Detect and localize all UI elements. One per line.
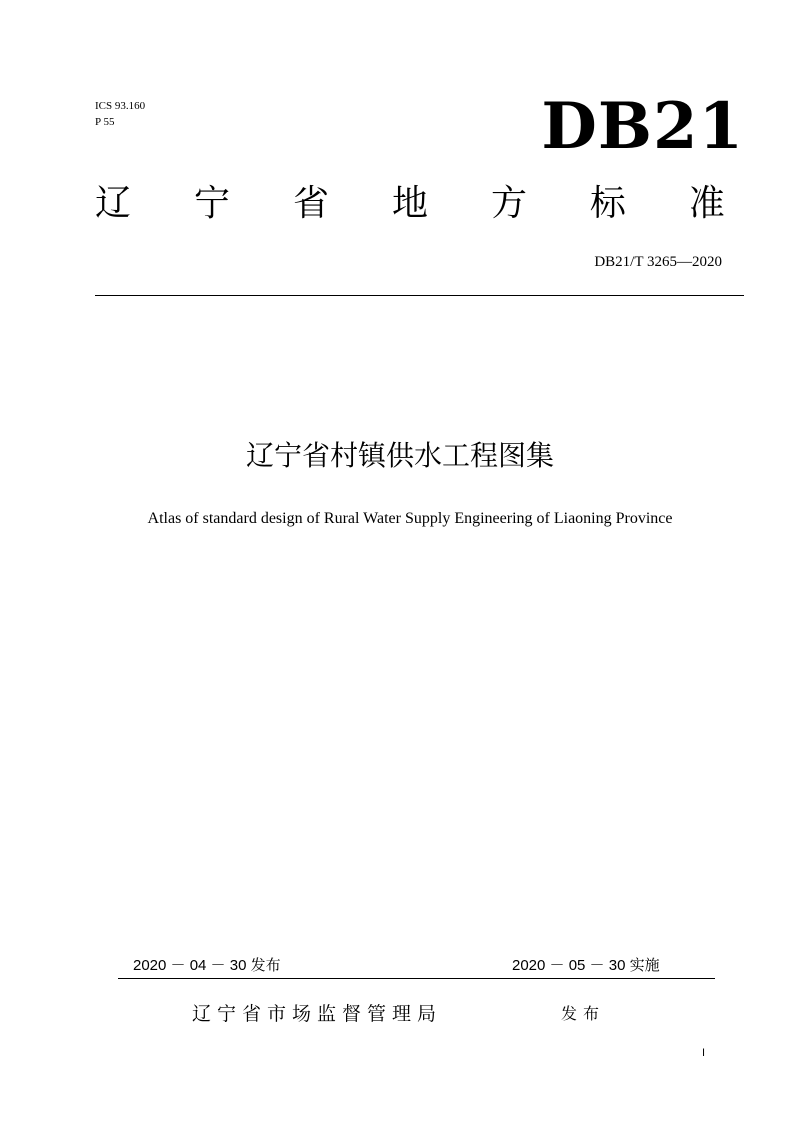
standard-type-char: 辽 [95,183,132,224]
standard-type-char: 标 [589,183,626,224]
standard-code-logo: DB21 [541,89,744,164]
document-title-chinese: 辽宁省村镇供水工程图集 [245,439,554,472]
page-number: I [702,1047,706,1059]
standard-type-char: 准 [688,183,725,224]
classification-block [95,98,145,130]
document-title-english: Atlas of standard design of Rural Water Supply Engineering of Liaoning Province [147,510,673,527]
category-code: P 55 [95,116,115,128]
standard-number: DB21/T 3265—2020 [594,254,722,270]
standard-type-char: 宁 [193,183,230,224]
release-date: 2020 － 04 － 30 发布 [133,957,281,974]
header-divider [95,295,744,296]
ics-code: ICS 93.160 [95,100,146,112]
standard-type-heading [95,182,725,226]
issue-label: 发布 [561,1004,606,1023]
issuing-authority: 辽宁省市场监督管理局 [192,1003,443,1025]
implementation-date: 2020 － 05 － 30 实施 [512,957,660,974]
standard-type-char: 地 [391,183,428,224]
standard-type-char: 省 [292,183,329,224]
footer-divider [118,978,715,979]
standard-type-char: 方 [490,183,527,224]
